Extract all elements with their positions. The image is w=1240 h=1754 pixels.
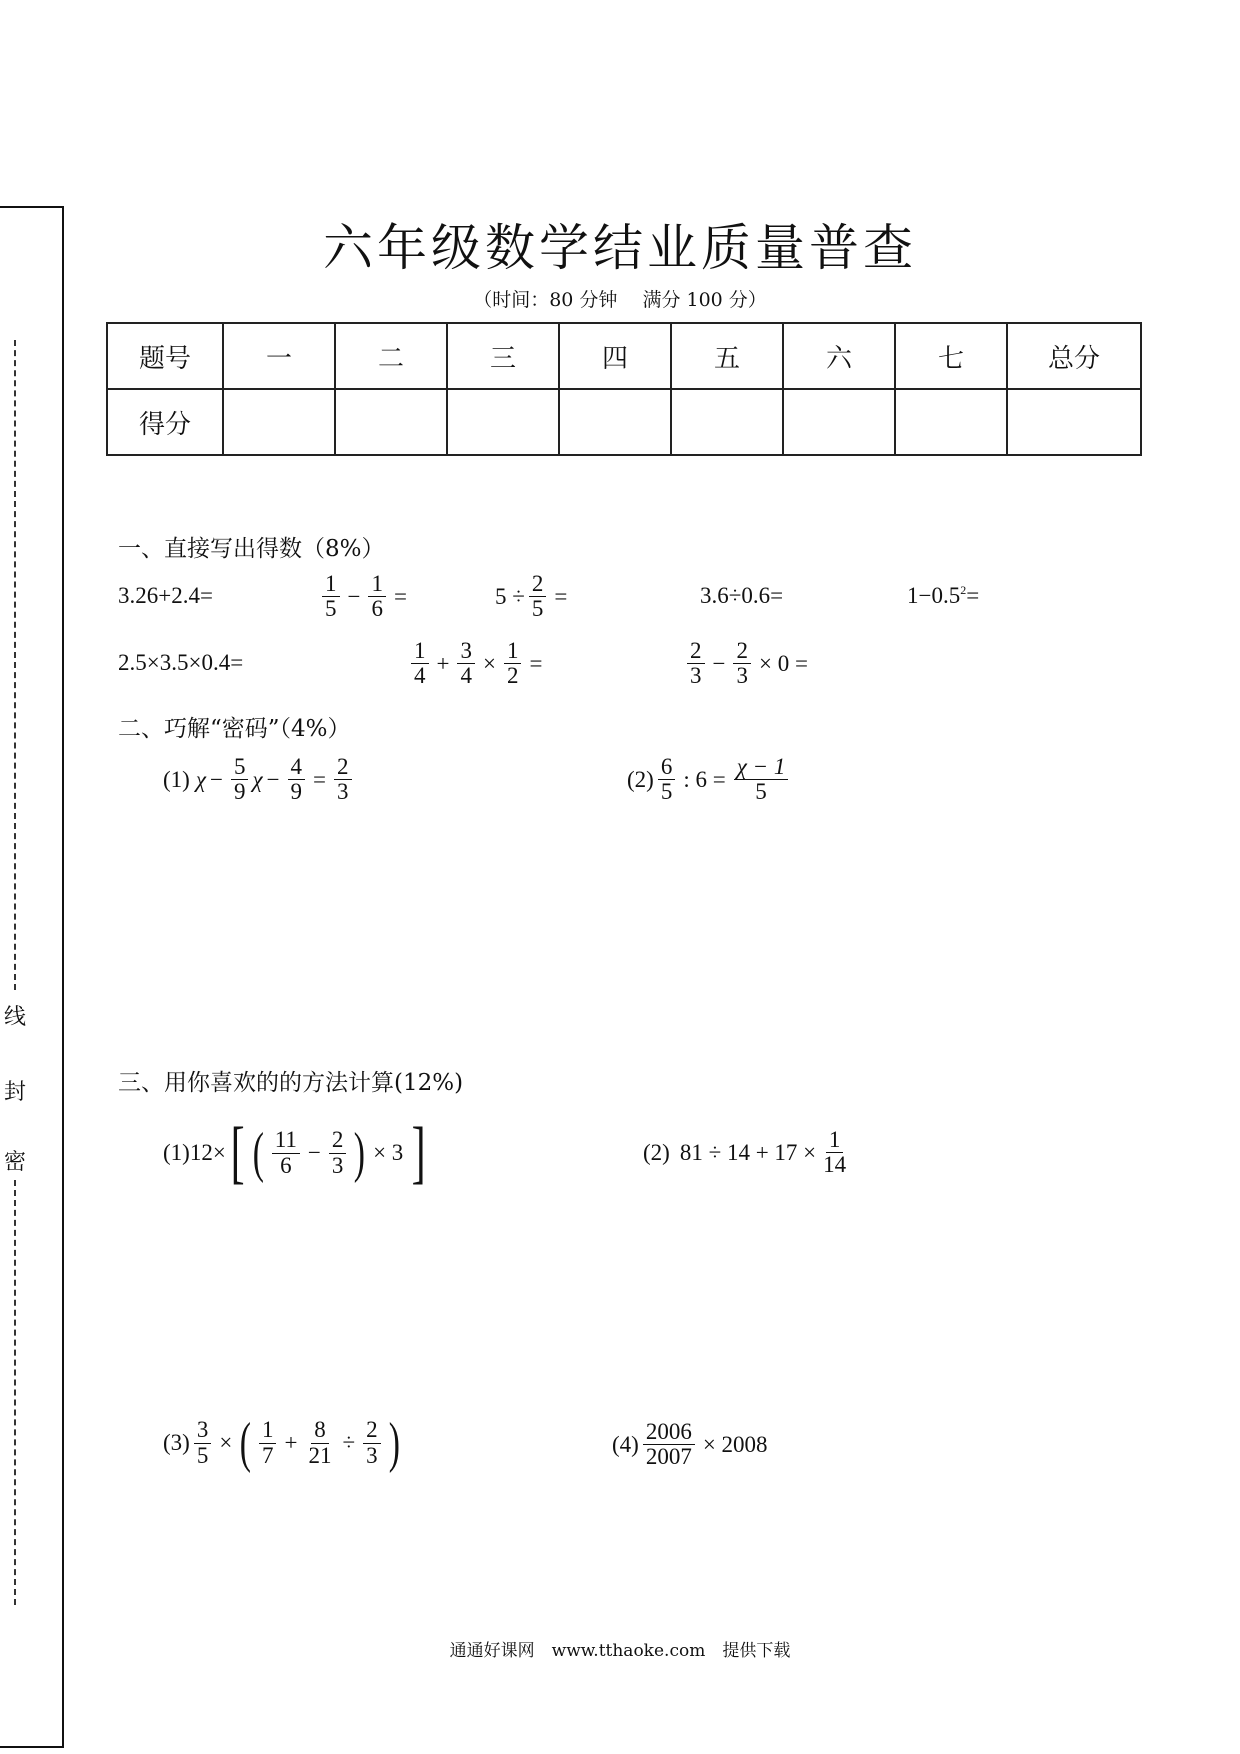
score-header-cell: 三 <box>447 323 559 389</box>
score-entry-cell[interactable] <box>671 389 783 455</box>
score-header-cell: 一 <box>223 323 335 389</box>
score-entry-cell[interactable] <box>223 389 335 455</box>
score-header-cell: 七 <box>895 323 1007 389</box>
score-header-cell: 总分 <box>1007 323 1141 389</box>
left-paren: ( <box>240 1412 252 1474</box>
score-entry-cell[interactable] <box>783 389 895 455</box>
fraction: $\frac{2}{3}$ <box>733 639 751 688</box>
s1-question-7: $\frac{1}{4}$ + $\frac{3}{4}$ × $\frac{1}{2}$ = <box>407 639 546 688</box>
fraction: $\frac{11}{6}$ <box>272 1128 300 1177</box>
s2-question-2: (2) $\frac{6}{5}$ : 6 = $\frac{\chi - 1}{5}$ <box>627 755 792 804</box>
score-header-cell: 题号 <box>107 323 223 389</box>
section-3-heading: 三、用你喜欢的的方法计算(12%) <box>118 1070 464 1096</box>
s3-question-4: (4) $\frac{2006}{2007}$ × 2008 <box>612 1419 768 1470</box>
score-header-cell: 六 <box>783 323 895 389</box>
s1-question-6: 2.5×3.5×0.4= <box>118 650 244 675</box>
s3-question-3: (3) $\frac{3}{5}$ × ( $\frac{1}{7}$ + $\frac{8}{21}$ ÷ $\frac{2}{3}$ ) <box>163 1412 400 1474</box>
section-1-heading: 一、直接写出得数（8%） <box>118 536 385 562</box>
fraction: $\frac{2}{3}$ <box>329 1128 347 1177</box>
right-bracket: ] <box>411 1114 426 1191</box>
fraction: $\frac{6}{5}$ <box>658 755 676 804</box>
left-bracket: [ <box>230 1114 245 1191</box>
left-paren: ( <box>252 1122 265 1184</box>
fraction: $\frac{\chi - 1}{5}$ <box>734 755 789 804</box>
seal-char-feng: 封 <box>4 1080 27 1105</box>
s2-question-1: (1) χ − $\frac{5}{9}$ χ − $\frac{4}{9}$ = $\frac{2}{3}$ <box>163 755 356 804</box>
s1-question-5: 1−0.5 $^2$ = <box>907 583 980 608</box>
seal-char-mi: 密 <box>4 1150 27 1175</box>
score-entry-cell[interactable] <box>895 389 1007 455</box>
fraction: $\frac{1}{5}$ <box>322 572 340 621</box>
score-entry-cell[interactable] <box>335 389 447 455</box>
fraction: $\frac{5}{9}$ <box>231 755 249 804</box>
fraction: $\frac{4}{9}$ <box>288 755 306 804</box>
footer-credit: 通通好课网 www.tthaoke.com 提供下载 <box>449 1641 791 1661</box>
score-row-label: 得分 <box>107 389 223 455</box>
seal-dashed-line-bottom <box>14 1180 16 1605</box>
score-entry-cell[interactable] <box>447 389 559 455</box>
fraction: $\frac{3}{4}$ <box>457 639 475 688</box>
seal-char-xian: 线 <box>4 1005 27 1030</box>
fraction: $\frac{1}{7}$ <box>259 1418 277 1467</box>
score-entry-cell[interactable] <box>559 389 671 455</box>
fraction: $\frac{1}{2}$ <box>504 639 522 688</box>
seal-dashed-line-top <box>14 340 16 990</box>
score-header-cell: 五 <box>671 323 783 389</box>
score-entry-cell[interactable] <box>1007 389 1141 455</box>
fraction: $\frac{1}{6}$ <box>368 572 386 621</box>
right-paren: ) <box>388 1412 400 1474</box>
s1-question-2: $\frac{1}{5}$ − $\frac{1}{6}$ = <box>318 572 411 621</box>
exam-info: （时间：80 分钟 满分 100 分） <box>473 289 767 311</box>
score-header-cell: 二 <box>335 323 447 389</box>
s1-question-8: $\frac{2}{3}$ − $\frac{2}{3}$ × 0 = <box>683 639 812 688</box>
score-header-cell: 四 <box>559 323 671 389</box>
score-table-header-row <box>107 323 1141 389</box>
section-2-heading: 二、巧解“密码”（4%） <box>118 716 351 742</box>
score-table <box>106 322 1142 456</box>
s1-question-3: 5 ÷ $\frac{2}{5}$ = <box>495 571 568 622</box>
page-title: 六年级数学结业质量普查 <box>323 219 917 277</box>
s3-question-2: (2) 81 ÷ 14 + 17 × $\frac{1}{14}$ <box>643 1128 853 1177</box>
fraction: $\frac{1}{4}$ <box>411 639 429 688</box>
fraction: $\frac{2}{5}$ <box>529 572 547 621</box>
s1-question-4: 3.6÷0.6= <box>700 583 784 608</box>
fraction: $\frac{2}{3}$ <box>334 755 352 804</box>
s3-question-1: (1)12× [ ( $\frac{11}{6}$ − $\frac{2}{3}$ ) × 3 ] <box>163 1114 426 1191</box>
fraction: $\frac{8}{21}$ <box>308 1417 332 1468</box>
fraction: $\frac{1}{14}$ <box>823 1127 847 1178</box>
s1-question-1 <box>118 583 213 609</box>
s1-q1-text: 3.26+2.4= <box>118 583 213 608</box>
score-table-score-row <box>107 389 1141 455</box>
fraction: $\frac{2006}{2007}$ <box>643 1420 695 1469</box>
fraction: $\frac{2}{3}$ <box>363 1418 381 1467</box>
binding-margin <box>0 206 64 1748</box>
right-paren: ) <box>354 1122 366 1184</box>
fraction: $\frac{3}{5}$ <box>194 1418 212 1467</box>
fraction: $\frac{2}{3}$ <box>687 639 705 688</box>
